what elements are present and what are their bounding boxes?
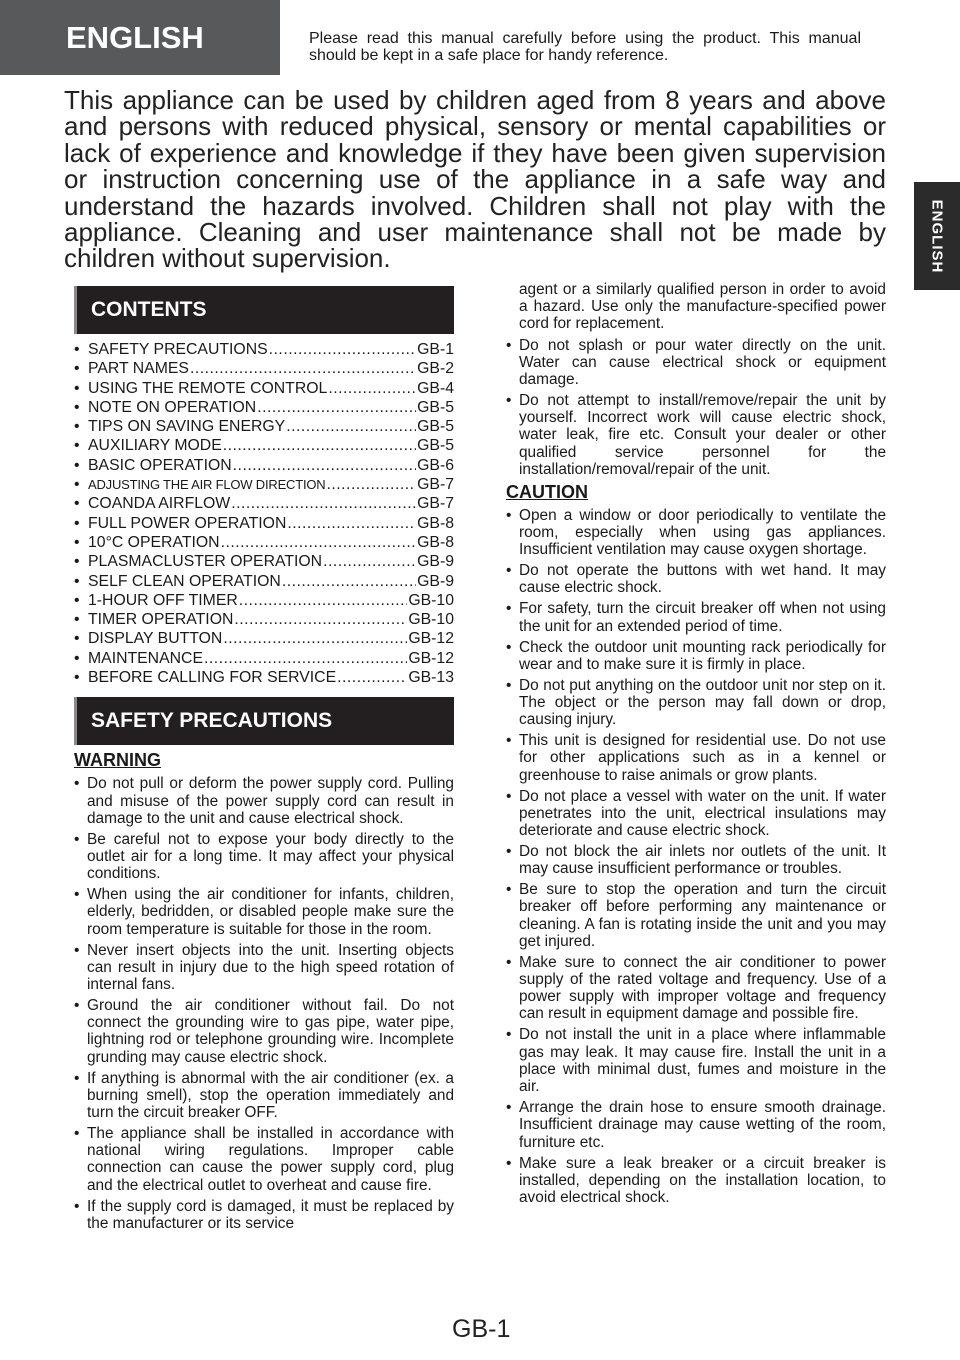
contents-item: • DISPLAY BUTTON ..... GB-12 (74, 629, 454, 648)
child-safety-paragraph: This appliance can be used by children aged from 8 years and above and persons with reduced physical, sensory or mental capabilities or lack of experience and knowledge if they have been given supervision or instruction concerning use of the appliance in a safe way and understand the hazards involved. Children shall not play with the appliance. Cleaning and user maintenance shall not be made by children without supervision. (64, 85, 886, 274)
contents-item: • USING THE REMOTE CONTROL ..... GB-4 (74, 379, 454, 398)
caution-list (506, 507, 886, 1206)
caution-item: • Do not block the air inlets nor outlets of the unit. It may cause insufficient performance or troubles. (506, 843, 886, 877)
language-side-tab (914, 182, 960, 290)
contents-item-page: GB-1 (417, 341, 454, 358)
warning-item: • If anything is abnormal with the air conditioner (ex. a burning smell), stop the operation immediately and turn the circuit breaker OFF. (74, 1070, 454, 1122)
caution-item: • Do not operate the buttons with wet hand. It may cause electric shock. (506, 562, 886, 596)
contents-item: • SAFETY PRECAUTIONS ..... GB-1 (74, 340, 454, 359)
contents-item-label: 1-HOUR OFF TIMER (88, 591, 238, 609)
contents-item: • MAINTENANCE ..... GB-12 (74, 649, 454, 668)
contents-item-label: SAFETY PRECAUTIONS (88, 341, 268, 358)
contents-item: • TIPS ON SAVING ENERGY ..... GB-5 (74, 417, 454, 436)
contents-item-label: TIMER OPERATION (88, 611, 234, 629)
contents-item-label: FULL POWER OPERATION (88, 514, 287, 532)
contents-item: • PART NAMES ..... GB-2 (74, 359, 454, 378)
warning-item: • Do not splash or pour water directly on the unit. Water can cause electrical shock or equipment damage. (506, 337, 886, 389)
intro-note: Please read this manual carefully before using the product. This manual should be kept in a safe place for handy reference. (309, 30, 861, 64)
contents-item: • 1-HOUR OFF TIMER ..... GB-10 (74, 591, 454, 610)
left-column (74, 286, 454, 1236)
contents-item-label: AUXILIARY MODE (88, 437, 222, 455)
contents-item-page: GB-5 (417, 418, 454, 436)
contents-item-page: GB-12 (408, 630, 454, 648)
language-label: ENGLISH (0, 0, 280, 75)
contents-item: • NOTE ON OPERATION ..... GB-5 (74, 398, 454, 417)
contents-item: • PLASMACLUSTER OPERATION ..... GB-9 (74, 552, 454, 571)
caution-item: • Arrange the drain hose to ensure smooth drainage. Insufficient drainage may cause wetting of the room, furniture etc. (506, 1099, 886, 1151)
caution-item: • Do not place a vessel with water on the unit. If water penetrates into the unit, electrical insulations may deteriorate and cause electric shock. (506, 788, 886, 840)
contents-item-page: GB-5 (417, 437, 454, 455)
warning-item: • If the supply cord is damaged, it must be replaced by the manufacturer or its service (74, 1198, 454, 1232)
contents-item-page: GB-12 (408, 649, 454, 667)
contents-item-page: GB-5 (417, 398, 454, 416)
side-tab-label: ENGLISH (928, 199, 946, 273)
caution-item: • Make sure to connect the air conditioner to power supply of the rated voltage and frequency. Use of a power supply with improper voltage and frequency can result in equipment damage and possible fire. (506, 954, 886, 1023)
contents-item: • SELF CLEAN OPERATION ..... GB-9 (74, 572, 454, 591)
contents-item: • TIMER OPERATION ..... GB-10 (74, 610, 454, 629)
warning-item: • Never insert objects into the unit. Inserting objects can result in injury due to the high speed rotation of internal fans. (74, 942, 454, 994)
caution-item: • Check the outdoor unit mounting rack periodically for wear and to make sure it is firmly in place. (506, 639, 886, 673)
contents-item: • BASIC OPERATION ..... GB-6 (74, 456, 454, 475)
warning-list-continued (506, 337, 886, 478)
contents-item-page: GB-10 (408, 591, 454, 609)
warning-item: • Ground the air conditioner without fail. Do not connect the grounding wire to gas pipe, water pipe, lightning rod or telephone grounding wire. Incomplete grunding may cause electric shock. (74, 997, 454, 1066)
warning-continuation: agent or a similarly qualified person in order to avoid a hazard. Use only the manufacture-specified power cord for replacement. (519, 281, 886, 333)
contents-item: • ADJUSTING THE AIR FLOW DIRECTION ..... GB-7 (74, 475, 454, 494)
caution-item: • Make sure a leak breaker or a circuit breaker is installed, depending on the installation location, to avoid electrical shock. (506, 1155, 886, 1207)
caution-item: • Do not install the unit in a place where inflammable gas may leak. It may cause fire. Install the unit in a place with minimal dust, fumes and moisture in the air. (506, 1026, 886, 1095)
caution-item: • Open a window or door periodically to ventilate the room, especially when using gas appliances. Insufficient ventilation may cause oxygen shortage. (506, 507, 886, 559)
contents-item-page: GB-7 (417, 476, 454, 494)
warning-item: • When using the air conditioner for infants, children, elderly, bedridden, or disabled people make sure the room temperature is suitable for those in the room. (74, 886, 454, 938)
contents-item-page: GB-10 (408, 611, 454, 629)
contents-item-page: GB-6 (417, 456, 454, 474)
caution-item: • Do not put anything on the outdoor unit nor step on it. The object or the person may fall down or drop, causing injury. (506, 677, 886, 729)
warning-heading: WARNING (74, 750, 161, 771)
contents-item-label: 10°C OPERATION (88, 533, 220, 551)
warning-item: • The appliance shall be installed in accordance with national wiring regulations. Improper cable connection can cause the power supply cord, plug and the electrical outlet to overheat and cause fire. (74, 1125, 454, 1194)
contents-list (74, 334, 454, 687)
contents-item-label: DISPLAY BUTTON (88, 630, 223, 648)
safety-heading: SAFETY PRECAUTIONS (74, 697, 454, 745)
contents-heading: CONTENTS (74, 286, 454, 334)
caution-heading: CAUTION (506, 481, 588, 502)
warning-item: • Be careful not to expose your body directly to the outlet air for a long time. It may affect your physical conditions. (74, 831, 454, 883)
contents-item-label: MAINTENANCE (88, 649, 203, 667)
contents-item: • BEFORE CALLING FOR SERVICE ..... GB-13 (74, 668, 454, 687)
contents-item-page: GB-13 (408, 669, 454, 687)
contents-item-label: NOTE ON OPERATION (88, 398, 257, 416)
contents-item-label: SELF CLEAN OPERATION (88, 572, 281, 590)
contents-item-label: USING THE REMOTE CONTROL (88, 379, 328, 397)
contents-item-label: ADJUSTING THE AIR FLOW DIRECTION (88, 477, 326, 493)
warning-list (74, 775, 454, 1232)
warning-item: • Do not attempt to install/remove/repair the unit by yourself. Incorrect work will cause electric shock, water leak, fire etc. Consult your dealer or other qualified service personnel for the installation/removal/repair of the unit. (506, 392, 886, 478)
contents-item-page: GB-2 (417, 360, 454, 378)
contents-item-page: GB-8 (417, 514, 454, 532)
right-column (506, 281, 886, 1210)
contents-item-label: PART NAMES (88, 360, 189, 378)
contents-item: • COANDA AIRFLOW ..... GB-7 (74, 494, 454, 513)
contents-item-page: GB-4 (417, 379, 454, 397)
contents-item-label: COANDA AIRFLOW (88, 495, 231, 513)
contents-item: • AUXILIARY MODE ..... GB-5 (74, 436, 454, 455)
page-number: GB-1 (452, 1315, 511, 1343)
contents-item: • FULL POWER OPERATION ..... GB-8 (74, 514, 454, 533)
contents-item-page: GB-9 (417, 553, 454, 571)
contents-item-page: GB-9 (417, 572, 454, 590)
contents-item-label: BASIC OPERATION (88, 456, 232, 474)
contents-item-label: PLASMACLUSTER OPERATION (88, 553, 323, 571)
warning-item: • Do not pull or deform the power supply cord. Pulling and misuse of the power supply cord can result in damage to the unit and cause electrical shock. (74, 775, 454, 827)
contents-item-label: TIPS ON SAVING ENERGY (88, 418, 286, 436)
caution-item: • For safety, turn the circuit breaker off when not using the unit for an extended period of time. (506, 600, 886, 634)
contents-item-page: GB-7 (417, 495, 454, 513)
caution-item: • This unit is designed for residential use. Do not use for other applications such as in a kennel or greenhouse to raise animals or grow plants. (506, 732, 886, 784)
contents-item: • 10°C OPERATION ..... GB-8 (74, 533, 454, 552)
contents-item-page: GB-8 (417, 533, 454, 551)
contents-item-label: BEFORE CALLING FOR SERVICE (88, 669, 337, 687)
caution-item: • Be sure to stop the operation and turn the circuit breaker off before performing any maintenance or cleaning. A fan is rotating inside the unit and you may get injured. (506, 881, 886, 950)
